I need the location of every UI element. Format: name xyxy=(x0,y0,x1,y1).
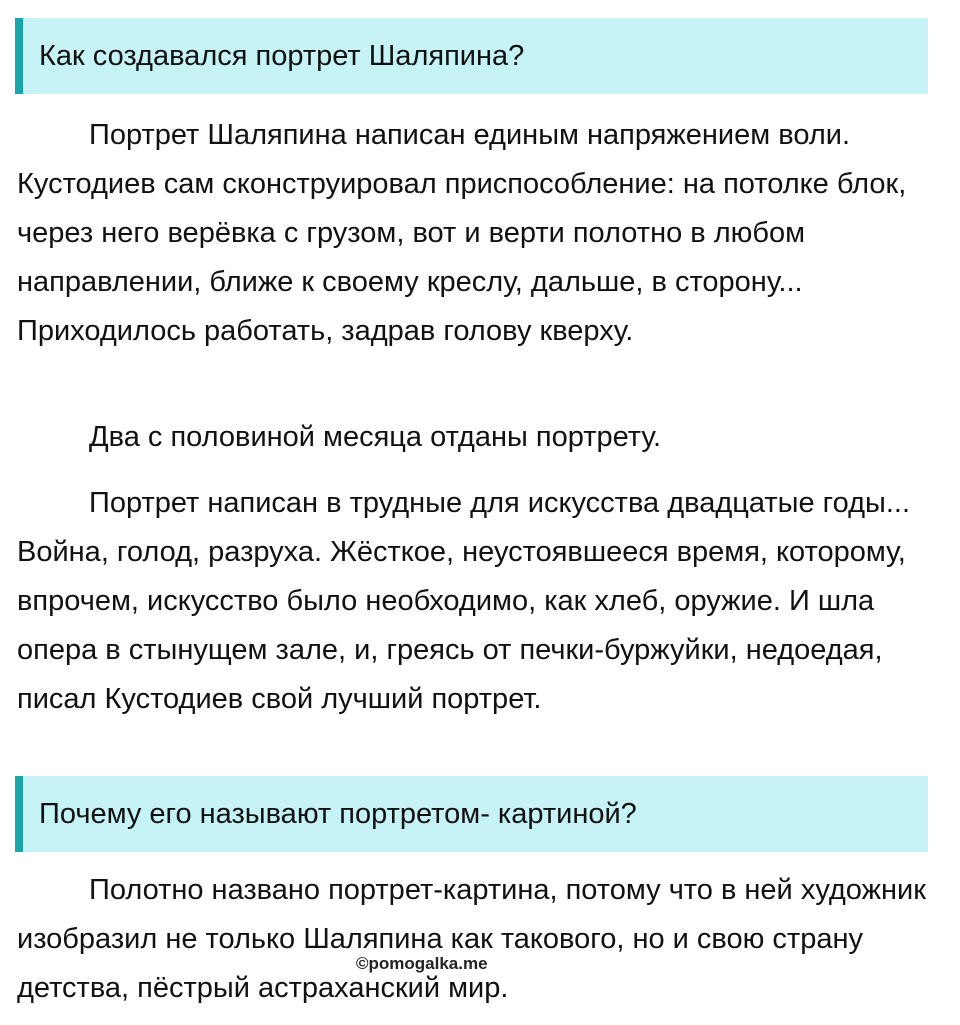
question-text-1: Как создавался портрет Шаляпина? xyxy=(39,40,525,72)
watermark: ©pomogalka.me xyxy=(356,954,488,973)
question-text-2: Почему его называют портретом- картиной? xyxy=(39,798,637,830)
answer-paragraph-2: Два с половиной месяца отданы портрету. xyxy=(89,421,662,453)
answer-paragraph-4: Полотно названо портрет-картина, потому что в ней художник изобразил не только Шаляпина как такового, но и свою страну детства, пёстрый астраханский мир. xyxy=(17,874,926,1004)
answer-paragraph-1: Портрет Шаляпина написан единым напряжением воли. Кустодиев сам сконструировал приспособление: на потолке блок, через него верёвка с грузом, вот и верти полотно в любом направлении, ближе к своему креслу, дальше, в сторону... Приходилось работать, задрав голову кверху. xyxy=(17,119,907,347)
answer-paragraph-3: Портрет написан в трудные для искусства двадцатые годы... Война, голод, разруха. Жёсткое, неустоявшееся время, которому, впрочем, искусство было необходимо, как хлеб, оружие. И шла опера в стынущем зале, и, греясь от печки-буржуйки, недоедая, писал Кустодиев свой лучший портрет. xyxy=(17,487,911,715)
question-heading-1 xyxy=(15,18,928,94)
question-heading-2 xyxy=(15,776,928,852)
